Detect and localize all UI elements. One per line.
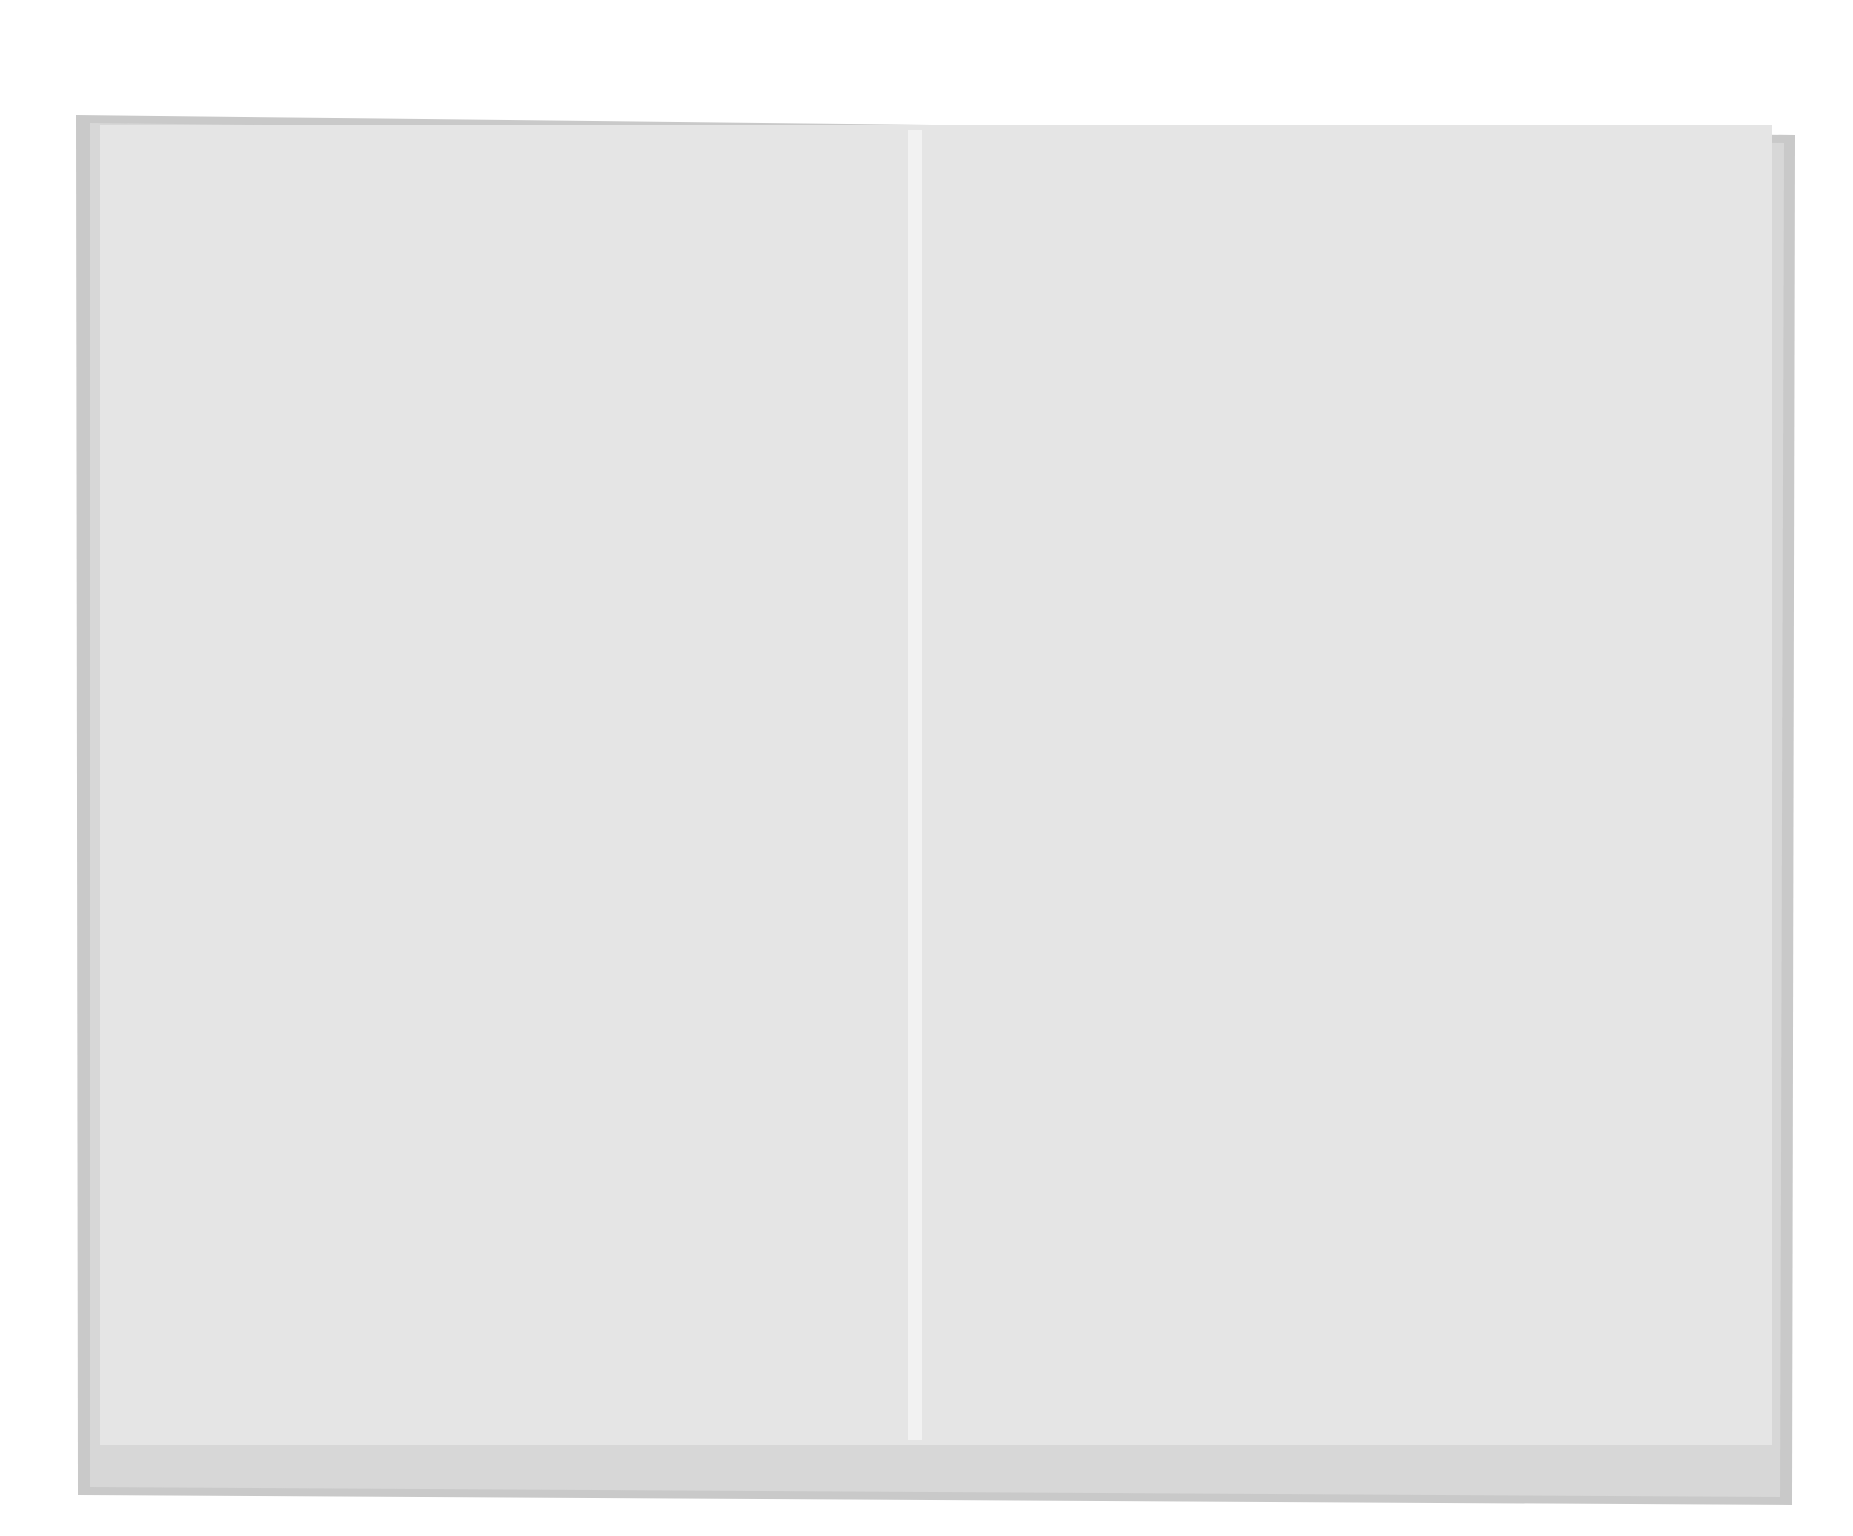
bleed-through-text [440,700,453,725]
